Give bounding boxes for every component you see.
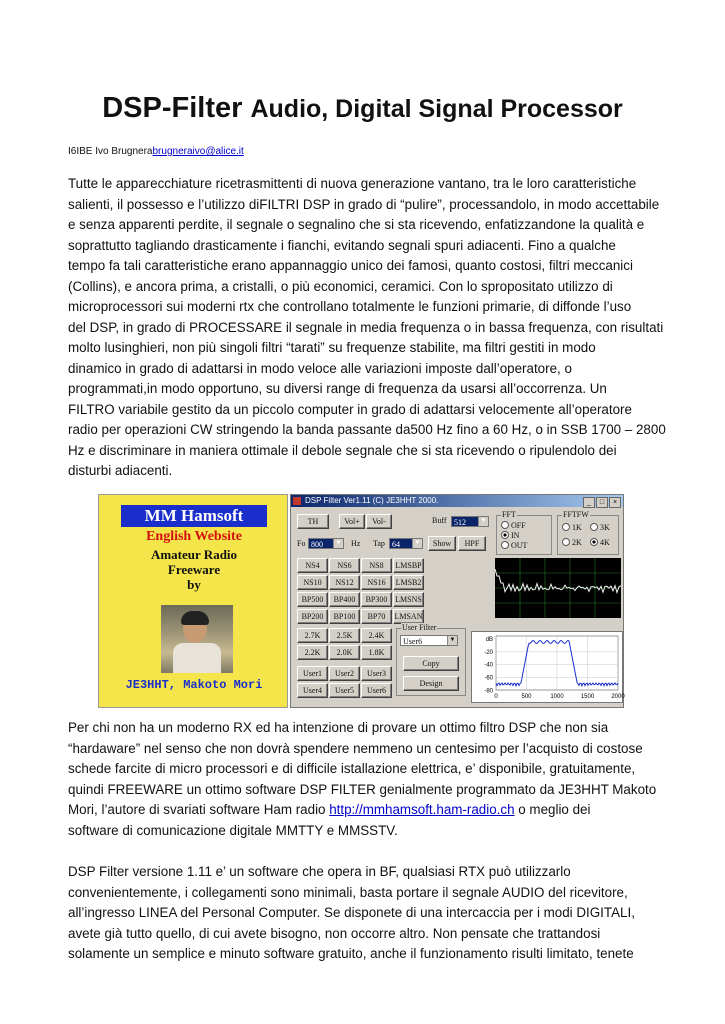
- fftfw-2k-label: 2K: [572, 538, 582, 547]
- text-line: microprocessori sui moderni rtx che controllano totalmente le funzioni primarie, di diffonde l’uso: [68, 299, 632, 314]
- text-line: e senza apparenti perdite, il segnale o segnalino che si sta ricevendo, enfatizzandone la qualità e: [68, 217, 645, 232]
- text-line: dinamico in grado di adattarsi in modo veloce alle variazioni imposte dall’operatore, o: [68, 360, 572, 376]
- ad-line-amateur-radio: Amateur Radio: [150, 547, 238, 562]
- user-button-user4[interactable]: User4: [297, 683, 328, 698]
- user-button-user1[interactable]: User1: [297, 666, 328, 681]
- fftfw-3k-label: 3K: [600, 523, 610, 532]
- title-part-1: DSP-Filter: [102, 92, 251, 124]
- text-line: programmati,in modo opportuno, su diversi range di frequenza da usarsi all’occorrenza. Un: [68, 381, 607, 396]
- text-line: “hardaware” nel senso che non dovrà spendere nemmeno un centesimo per l’acquisto di costose: [68, 740, 643, 756]
- author-photo: [161, 605, 233, 673]
- filter-button-bp200[interactable]: BP200: [297, 609, 328, 624]
- fo-label: Fo: [297, 539, 306, 548]
- maximize-icon[interactable]: □: [596, 497, 608, 508]
- lowpass-button-2-5k[interactable]: 2.5K: [329, 628, 360, 643]
- text-segment: Mori, l’autore di svariati software Ham radio: [68, 802, 330, 817]
- text-segment: o meglio dei: [514, 802, 591, 817]
- user-filter-select[interactable]: [400, 635, 458, 646]
- user-filter-group: [396, 623, 466, 696]
- fo-select[interactable]: [308, 538, 344, 549]
- hz-label: Hz: [351, 539, 361, 548]
- author-name: I6IBE Ivo Brugnera: [68, 146, 153, 157]
- filter-button-ns16[interactable]: NS16: [361, 575, 392, 590]
- user-filter-label: User Filter: [402, 623, 437, 632]
- copy-button[interactable]: Copy: [403, 656, 459, 671]
- text-line: quindi FREEWARE un ottimo software DSP FILTER genialmente programmato da JE3HHT Makoto: [68, 781, 657, 797]
- text-line: FILTRO variabile gestito da un piccolo computer in grado di adattarsi velocemente all’operatore: [68, 401, 632, 417]
- text-line: convenientemente, i collegamenti sono minimali, basta portare il segnale AUDIO del ricevitore,: [68, 884, 628, 900]
- text-line: software di comunicazione digitale MMTTY e MMSSTV.: [68, 822, 398, 838]
- filter-button-ns10[interactable]: NS10: [297, 575, 328, 590]
- user-button-user6[interactable]: User6: [361, 683, 392, 698]
- filter-button-lmsbp[interactable]: LMSBP: [393, 558, 424, 573]
- y-tick-label: -80: [484, 688, 493, 695]
- fft-off-label: OFF: [511, 521, 526, 530]
- app-icon: [293, 497, 301, 505]
- ad-line-by: by: [187, 577, 201, 592]
- y-tick-label: dB: [485, 637, 493, 643]
- lowpass-button-2-4k[interactable]: 2.4K: [361, 628, 392, 643]
- paragraph-intro: [68, 174, 668, 482]
- filter-button-ns4[interactable]: NS4: [297, 558, 328, 573]
- buff-label: Buff: [432, 516, 447, 525]
- filter-button-bp500[interactable]: BP500: [297, 592, 328, 607]
- show-button[interactable]: Show: [428, 536, 456, 551]
- text-line: [68, 800, 668, 821]
- scope-trace: [495, 569, 621, 592]
- text-line: radio per operazioni CW stringendo la banda passante da500 Hz fino a 60 Hz, o in SSB 1700 – 2800: [68, 422, 666, 437]
- x-tick-label: 0: [494, 694, 498, 700]
- close-icon[interactable]: ×: [609, 497, 621, 508]
- text-line: (Collins), e ancora prima, a cristalli, o più economici, ceramici. Con lo spropositato utilizzo di: [68, 278, 613, 294]
- fft-group: [496, 510, 552, 555]
- x-tick-label: 1500: [580, 694, 595, 700]
- text-line: soprattutto tagliando drasticamente i fianchi, evitando segnali spuri adiacenti. Fino a qualche: [68, 237, 616, 253]
- filter-button-ns12[interactable]: NS12: [329, 575, 360, 590]
- author-email-link[interactable]: brugneraivo@alice.it: [152, 146, 244, 157]
- text-line: Tutte le apparecchiature ricetrasmittenti di nuova generazione vantano, tra le loro caratteristiche: [68, 176, 637, 191]
- text-line: Per chi non ha un moderno RX ed ha intenzione di provare un ottimo filtro DSP che non sia: [68, 720, 609, 735]
- chevron-down-icon: ▼: [447, 636, 457, 645]
- ad-line-freeware: Freeware: [167, 562, 221, 577]
- fft-off-radio[interactable]: [501, 521, 526, 530]
- photo-hair-shape: [181, 611, 209, 625]
- author-line: [68, 146, 244, 157]
- tap-label: Tap: [373, 539, 385, 548]
- filter-button-lmsan[interactable]: LMSAN: [393, 609, 424, 624]
- text-line: disturbi adiacenti.: [68, 463, 173, 478]
- filter-button-bp100[interactable]: BP100: [329, 609, 360, 624]
- user-button-user2[interactable]: User2: [329, 666, 360, 681]
- page-title: [0, 92, 725, 125]
- text-line: avete già tutto quello, di cui avete bisogno, non occorre altro. Non pensate che trattandosi: [68, 925, 601, 941]
- response-axes: [484, 636, 625, 700]
- photo-body-shape: [173, 643, 221, 673]
- window-titlebar: [291, 495, 623, 507]
- mm-hamsoft-ad: [98, 494, 288, 708]
- y-tick-label: -20: [484, 649, 493, 656]
- fftfw-4k-label: 4K: [600, 538, 610, 547]
- volume-down-button[interactable]: Vol-: [366, 514, 392, 529]
- paragraph-freeware: [68, 718, 668, 841]
- chevron-down-icon: ▼: [478, 517, 488, 526]
- mmhamsoft-link[interactable]: http://mmhamsoft.ham-radio.ch: [329, 802, 515, 817]
- text-line: salienti, il possesso e l’utilizzo diFILTRI DSP in grado di “pulire”, processandolo, in modo accettabile: [68, 196, 660, 212]
- filter-button-bp70[interactable]: BP70: [361, 609, 392, 624]
- text-line: del DSP, in grado di PROCESSARE il segnale in media frequenza o in bassa frequenza, con risultati: [68, 319, 664, 335]
- x-tick-label: 1000: [550, 694, 564, 700]
- tap-select[interactable]: [389, 538, 423, 549]
- paragraph-software-description: [68, 862, 668, 965]
- user-button-user5[interactable]: User5: [329, 683, 360, 698]
- fft-in-radio[interactable]: [501, 531, 519, 540]
- fft-out-radio[interactable]: [501, 541, 527, 550]
- th-button[interactable]: TH: [297, 514, 329, 529]
- fft-out-label: OUT: [511, 541, 528, 550]
- chevron-down-icon: ▼: [412, 539, 422, 548]
- fo-value: 800: [311, 540, 323, 549]
- y-tick-label: -60: [484, 675, 493, 682]
- y-tick-label: -40: [484, 662, 493, 669]
- volume-up-button[interactable]: Vol+: [339, 514, 365, 529]
- ad-banner: MM Hamsoft: [121, 505, 267, 527]
- filter-button-bp300[interactable]: BP300: [361, 592, 392, 607]
- x-tick-label: 500: [521, 694, 532, 700]
- ad-signature: JE3HHT, Makoto Mori: [125, 678, 263, 692]
- fftfw-1k-label: 1K: [572, 523, 582, 532]
- fftfw-group-label: FFTFW: [563, 510, 589, 519]
- user-filter-value: User6: [403, 637, 423, 646]
- fft-group-label: FFT: [502, 510, 516, 519]
- hpf-button[interactable]: HPF: [458, 536, 486, 551]
- dsp-filter-window: [290, 494, 624, 708]
- filter-button-lmsns[interactable]: LMSNS: [393, 592, 424, 607]
- text-line: all’ingresso LINEA del Personal Computer. Se disponete di una intercaccia per i modi DIGITALI,: [68, 905, 635, 920]
- user-button-user3[interactable]: User3: [361, 666, 392, 681]
- buff-select[interactable]: [451, 516, 489, 527]
- fftfw-3k-radio[interactable]: [590, 523, 610, 532]
- lowpass-button-2-0k[interactable]: 2.0K: [329, 645, 360, 660]
- text-line: tempo fa tali caratteristiche erano appannaggio unico dei famosi, quanto costosi, filtri meccanici: [68, 258, 633, 273]
- lowpass-button-1-8k[interactable]: 1.8K: [361, 645, 392, 660]
- lowpass-button-2-2k[interactable]: 2.2K: [297, 645, 328, 660]
- text-line: schede farcite di micro processori e di difficile istallazione elettrica, e’ disponibile, gratuitamente,: [68, 761, 636, 776]
- filter-response-plot: [471, 631, 623, 703]
- text-line: DSP Filter versione 1.11 e’ un software che opera in BF, qualsiasi RTX può utilizzarlo: [68, 864, 571, 879]
- fftfw-group: [557, 510, 619, 555]
- window-title: DSP Filter Ver1.11 (C) JE3HHT 2000.: [305, 496, 439, 505]
- filter-button-bp400[interactable]: BP400: [329, 592, 360, 607]
- x-tick-label: 2000: [611, 694, 625, 700]
- text-line: molto lusinghieri, non più singoli filtri “tarati” su frequenze stabilite, ma filtri gestiti in modo: [68, 340, 596, 355]
- fftfw-4k-radio[interactable]: [590, 538, 610, 547]
- fftfw-1k-radio[interactable]: [562, 523, 582, 532]
- title-part-2: Audio, Digital Signal Processor: [250, 95, 623, 123]
- ad-english-website: English Website: [146, 529, 242, 544]
- lowpass-button-2-7k[interactable]: 2.7K: [297, 628, 328, 643]
- fftfw-2k-radio[interactable]: [562, 538, 582, 547]
- fft-scope-display: [495, 558, 621, 618]
- text-line: Hz e discriminare in maniera ottimale il debole segnale che si sta ricevendo o ripulendolo dei: [68, 442, 617, 458]
- buff-value: 512: [454, 518, 466, 527]
- window-controls: [582, 496, 621, 508]
- design-button[interactable]: Design: [403, 676, 459, 691]
- tap-value: 64: [392, 540, 400, 549]
- filter-button-ns6[interactable]: NS6: [329, 558, 360, 573]
- filter-button-lmsb2[interactable]: LMSB2: [393, 575, 424, 590]
- figure-screenshot: [98, 494, 624, 708]
- chevron-down-icon: ▼: [333, 539, 343, 548]
- fft-in-label: IN: [511, 531, 520, 540]
- text-line: solamente un semplice e minuto software gratuito, anche il funzionamento risulti limitato, tenete: [68, 946, 634, 961]
- filter-button-ns8[interactable]: NS8: [361, 558, 392, 573]
- minimize-icon[interactable]: _: [583, 497, 595, 508]
